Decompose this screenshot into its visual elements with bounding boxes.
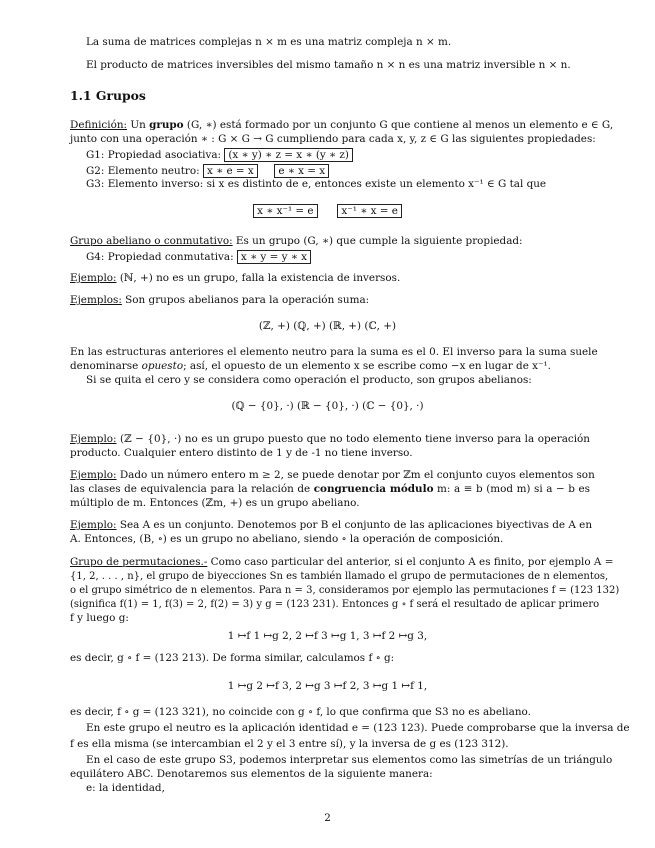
example-label: Ejemplo: xyxy=(70,433,117,445)
text-line: (significa f(1) = 1, f(3) = 2, f(2) = 3) y g = (123 231). Entonces g ∘ f será el resultado de aplicar primero xyxy=(70,599,600,610)
text-line: En este grupo el neutro es la aplicación identidad e = (123 123). Puede comprobarse que la inversa de xyxy=(86,722,630,734)
example-label: Ejemplo: xyxy=(70,469,117,481)
definition-label: Definición: xyxy=(70,119,128,131)
page-number: 2 xyxy=(324,812,331,824)
text-line: o el grupo simétrico de n elementos. Para n = 3, consideramos por ejemplo las permutaciones f = (123 132) xyxy=(70,585,620,596)
property-line xyxy=(86,148,606,163)
example-label: Ejemplo: xyxy=(70,272,117,284)
text-span: m: a ≡ b (mod m) si a − b es xyxy=(433,483,590,495)
example-line xyxy=(70,433,590,447)
text-line: es decir, g ∘ f = (123 213). De forma similar, calculamos f ∘ g: xyxy=(70,652,395,664)
text-span: Sea A es un conjunto. Denotemos por B el conjunto de las aplicaciones biyectivas de A en xyxy=(116,519,593,531)
definition-line xyxy=(70,556,614,570)
display-formula: (ℚ − {0}, ·) (ℝ − {0}, ·) (ℂ − {0}, ·) xyxy=(231,400,424,412)
text-span: Son grupos abelianos para la operación suma: xyxy=(121,294,370,306)
example-label: Ejemplo: xyxy=(70,519,117,531)
example-line xyxy=(70,272,590,286)
text-line: Si se quita el cero y se considera como operación el producto, son grupos abelianos: xyxy=(86,374,532,386)
text-line: es decir, f ∘ g = (123 321), no coincide con g ∘ f, lo que confirma que S3 no es abeliano. xyxy=(70,706,531,718)
text-line: G3: Elemento inverso: si x es distinto de e, entonces existe un elemento x⁻¹ ∈ G tal que xyxy=(86,178,547,190)
text-line: {1, 2, . . . , n}, el grupo de biyecciones Sn es también llamado el grupo de permutaciones de n elementos, xyxy=(70,571,609,582)
formula-box: x ∗ x⁻¹ = e xyxy=(253,204,318,218)
example-label: Ejemplos: xyxy=(70,294,122,306)
text-span: Como caso particular del anterior, si el conjunto A es finito, por ejemplo A = xyxy=(207,556,614,568)
section-heading: 1.1 Grupos xyxy=(70,88,146,103)
text-span: G1: Propiedad asociativa: xyxy=(86,149,225,161)
formula-box: (x ∗ y) ∗ z = x ∗ (y ∗ z) xyxy=(224,148,353,162)
text-line: El producto de matrices inversibles del mismo tamaño n × n es una matriz inversible n × n. xyxy=(86,59,571,71)
text-line: múltiplo de m. Entonces (ℤm, +) es un grupo abeliano. xyxy=(70,497,360,509)
text-line: La suma de matrices complejas n × m es una matriz compleja n × m. xyxy=(86,36,452,48)
text-line: junto con una operación ∗ : G × G → G cumpliendo para cada x, y, z ∈ G las siguientes propiedades: xyxy=(70,133,596,145)
definition-line xyxy=(70,119,614,133)
text-span: G4: Propiedad conmutativa: xyxy=(86,251,237,263)
text-span: denominarse xyxy=(70,360,142,372)
text-span: G2: Elemento neutro: xyxy=(86,165,203,177)
property-line xyxy=(86,250,606,265)
example-line xyxy=(70,519,593,533)
term-bold: grupo xyxy=(149,119,184,131)
emphasis: opuesto xyxy=(141,360,184,372)
definition-label: Grupo de permutaciones.- xyxy=(70,556,208,568)
text-span: (G, ∗) está formado por un conjunto G que contiene al menos un elemento e ∈ G, xyxy=(183,119,614,131)
term-bold: congruencia módulo xyxy=(313,483,434,495)
formula-box: x⁻¹ ∗ x = e xyxy=(337,204,402,218)
text-line: equilátero ABC. Denotaremos sus elementos de la siguiente manera: xyxy=(70,768,433,780)
text-span: (ℕ, +) no es un grupo, falla la existencia de inversos. xyxy=(116,272,401,284)
display-formula: (ℤ, +) (ℚ, +) (ℝ, +) (ℂ, +) xyxy=(258,320,397,332)
text-span: las clases de equivalencia para la relación de xyxy=(70,483,314,495)
definition-line xyxy=(70,235,590,249)
text-line: f y luego g: xyxy=(70,612,129,624)
formula-box: x ∗ y = y ∗ x xyxy=(237,250,311,264)
text-line: A. Entonces, (B, ∘) es un grupo no abeliano, siendo ∘ la operación de composición. xyxy=(70,533,504,545)
example-line xyxy=(70,469,595,483)
text-span: Un xyxy=(127,119,150,131)
text-line xyxy=(70,360,590,374)
example-line xyxy=(70,294,590,308)
definition-label: Grupo abeliano o conmutativo: xyxy=(70,235,233,247)
property-line xyxy=(86,164,606,179)
text-span: Es un grupo (G, ∗) que cumple la siguiente propiedad: xyxy=(232,235,523,247)
text-line: producto. Cualquier entero distinto de 1 y de -1 no tiene inverso. xyxy=(70,447,413,459)
text-span: ; así, el opuesto de un elemento x se escribe como −x en lugar de x⁻¹. xyxy=(183,360,551,372)
formula-line xyxy=(0,204,655,219)
display-formula: 1 ↦f 1 ↦g 2, 2 ↦f 3 ↦g 1, 3 ↦f 2 ↦g 3, xyxy=(227,630,428,642)
text-line: f es ella misma (se intercambian el 2 y el 3 entre sí), y la inversa de g es (123 312). xyxy=(70,738,509,750)
text-span: (ℤ − {0}, ·) no es un grupo puesto que no todo elemento tiene inverso para la operación xyxy=(116,433,590,445)
text-span: Dado un número entero m ≥ 2, se puede denotar por ℤm el conjunto cuyos elementos son xyxy=(116,469,595,481)
formula-box: e ∗ x = x xyxy=(274,164,329,178)
display-formula: 1 ↦g 2 ↦f 3, 2 ↦g 3 ↦f 2, 3 ↦g 1 ↦f 1, xyxy=(227,680,428,692)
text-line xyxy=(70,483,590,497)
text-line: e: la identidad, xyxy=(86,782,165,794)
text-line: En las estructuras anteriores el elemento neutro para la suma es el 0. El inverso para la suma suele xyxy=(70,346,598,358)
formula-box: x ∗ e = x xyxy=(203,164,258,178)
text-line: En el caso de este grupo S3, podemos interpretar sus elementos como las simetrías de un triángulo xyxy=(86,754,613,766)
